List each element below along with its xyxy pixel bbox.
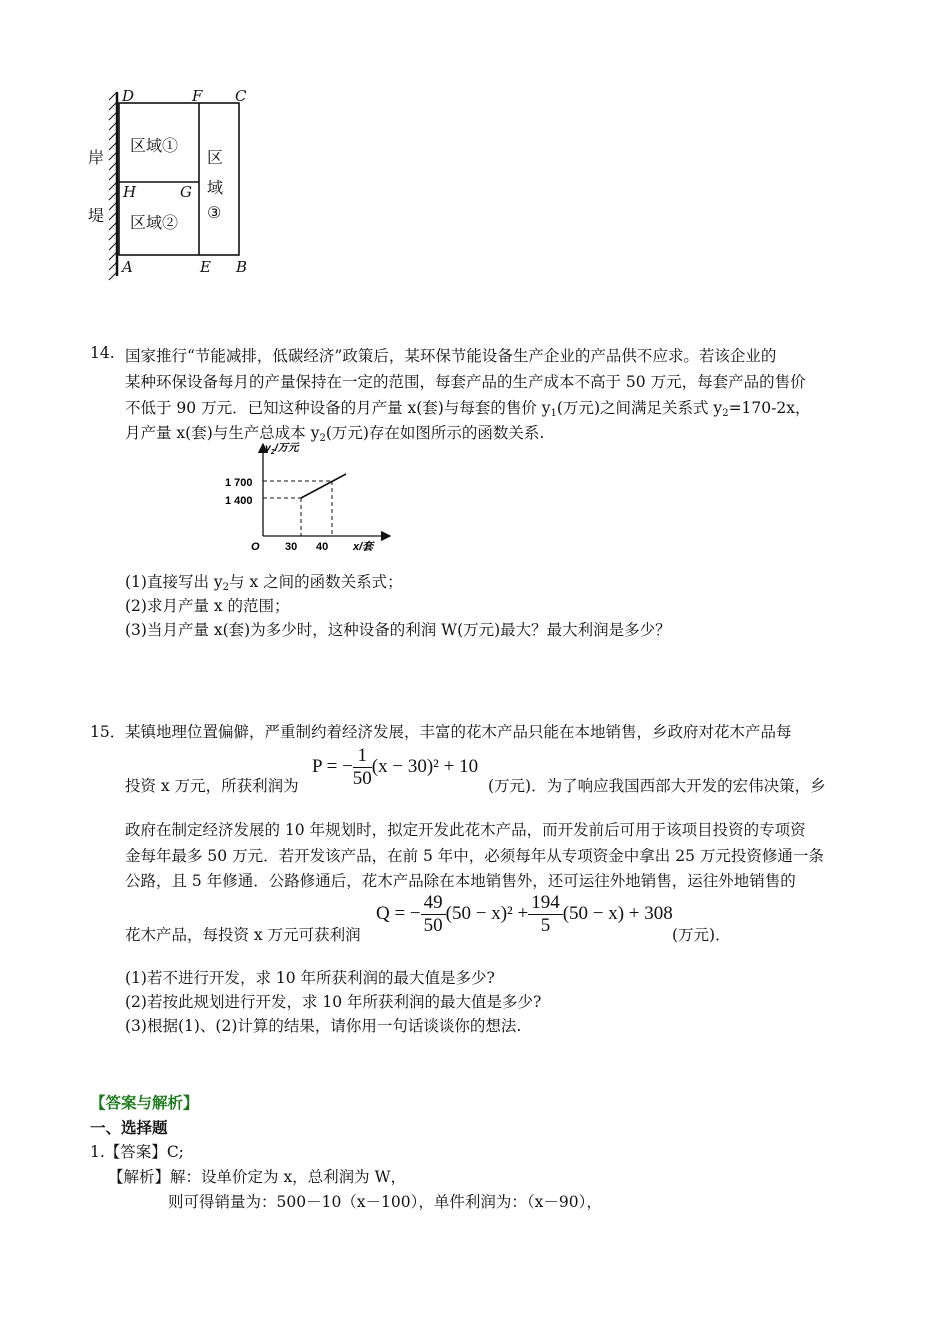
formula-q-mid: (50 − x)² + xyxy=(445,902,529,924)
formula-q-num-2: 194 xyxy=(528,892,563,915)
q15-line-5: 公路，且 5 年修通．公路修通后，花木产品除在本地销售外，还可运往外地销售，运往外地销售的 xyxy=(125,872,796,890)
x-tick-40: 40 xyxy=(316,541,329,553)
formula-q xyxy=(376,892,673,937)
label-F: F xyxy=(192,87,203,105)
label-G: G xyxy=(180,183,192,201)
y-axis-label: $y_2/$万元 xyxy=(265,442,299,456)
q15-line-6b: (万元)． xyxy=(672,926,731,944)
q14-sub-2: 2 xyxy=(722,408,729,419)
q14-line-1: 国家推行“节能减排，低碳经济”政策后，某环保节能设备生产企业的产品供不应求。若该企业的 xyxy=(125,347,777,365)
answer-1-prefix: 1. xyxy=(90,1143,105,1161)
formula-q-num-1: 49 xyxy=(421,892,446,915)
q14-line-4-start: 月产量 x(套)与生产总成本 y xyxy=(125,424,320,442)
q15-line-4: 金每年最多 50 万元．若开发该产品，在前 5 年中，必须每年从专项资金中拿出 25 万元投资修通一条 xyxy=(125,847,824,865)
cost-series-line xyxy=(301,474,346,498)
q14-sub-1: 1 xyxy=(550,408,557,419)
q14-number: 14. xyxy=(90,344,115,362)
formula-p-rest: (x − 30)² + 10 xyxy=(371,755,479,777)
y-tick-1700: 1 700 xyxy=(225,477,253,489)
q15-part-1: (1)若不进行开发，求 10 年所获利润的最大值是多少? xyxy=(125,969,495,987)
q14-part-1-start: (1)直接写出 y xyxy=(125,573,223,591)
q15-line-2b: (万元)．为了响应我国西部大开发的宏伟决策，乡 xyxy=(488,777,826,795)
label-A: A xyxy=(122,258,133,276)
formula-p-num: 1 xyxy=(353,745,372,768)
q14-part-1 xyxy=(125,570,403,593)
bank-char-2: 堤 xyxy=(88,206,105,225)
label-E: E xyxy=(200,258,211,276)
answer-1-value: C; xyxy=(166,1143,184,1161)
q15-number: 15． xyxy=(90,723,126,741)
q15-part-2: (2)若按此规划进行开发，求 10 年所获利润的最大值是多少? xyxy=(125,993,542,1011)
answer-1 xyxy=(90,1140,184,1162)
section-heading: 一、选择题 xyxy=(90,1118,168,1137)
q14-part-3: (3)当月产量 x(套)为多少时，这种设备的利润 W(万元)最大？最大利润是多少？ xyxy=(125,621,671,639)
bank-char-1: 岸 xyxy=(88,148,105,167)
region-3-char-3: ③ xyxy=(207,203,222,222)
answers-heading: 【答案与解析】 xyxy=(90,1093,199,1112)
q15-line-6a: 花木产品，每投资 x 万元可获利润 xyxy=(125,926,361,944)
formula-p-frac xyxy=(353,745,372,790)
region-3-char-1: 区 xyxy=(207,148,224,167)
label-H: H xyxy=(123,183,137,201)
formula-q-frac-2 xyxy=(528,892,563,937)
formula-q-den-1: 50 xyxy=(423,915,443,936)
q15-line-2a: 投资 x 万元，所获利润为 xyxy=(125,777,299,795)
formula-p xyxy=(312,745,478,790)
x-tick-30: 30 xyxy=(285,541,298,553)
y-tick-1400: 1 400 xyxy=(225,495,253,507)
q14-part-2: (2)求月产量 x 的范围； xyxy=(125,597,290,615)
region-3-char-2: 域 xyxy=(207,178,224,197)
formula-p-lhs: P = − xyxy=(312,755,353,777)
q14-line-2: 某种环保设备每月的产量保持在一定的范围，每套产品的生产成本不高于 50 万元，每套产品的售价 xyxy=(125,373,806,391)
formula-q-frac-1 xyxy=(421,892,446,937)
q15-line-3: 政府在制定经济发展的 10 年规划时，拟定开发此花木产品，而开发前后可用于该项目投资的专项资 xyxy=(125,821,806,839)
label-D: D xyxy=(122,87,135,105)
region-2-label: 区域② xyxy=(130,213,179,232)
label-C: C xyxy=(235,87,247,105)
analysis-1-text: 解：设单价定为 x，总利润为 W， xyxy=(170,1168,407,1186)
q14-part-1-sub: 2 xyxy=(222,582,230,593)
answer-1-tag: 【答案】 xyxy=(104,1143,167,1161)
analysis-1-tag: 【解析】 xyxy=(108,1168,171,1186)
formula-p-den: 50 xyxy=(352,768,372,789)
region-1-label: 区域① xyxy=(130,136,179,155)
analysis-1-line-2: 则可得销量为：500－10（x－100），单件利润为：（x－90）， xyxy=(168,1193,602,1211)
formula-q-rest: (50 − x) + 308 xyxy=(562,902,673,924)
q14-line-3-start: 不低于 90 万元．已知这种设备的月产量 x(套)与每套的售价 y xyxy=(125,399,551,417)
q14-line-3-mid: (万元)之间满足关系式 y xyxy=(556,399,723,417)
q14-line-3 xyxy=(125,396,810,419)
x-axis-label: x/套 xyxy=(353,541,374,553)
label-B: B xyxy=(236,258,248,276)
analysis-1 xyxy=(108,1165,406,1187)
q14-line-4-end: (万元)存在如图所示的函数关系. xyxy=(325,424,545,442)
q14-sub-2b: 2 xyxy=(319,433,326,444)
origin-label: O xyxy=(251,541,260,553)
cost-chart xyxy=(225,438,395,558)
q14-part-1-end: 与 x 之间的函数关系式； xyxy=(229,573,403,591)
formula-q-lhs: Q = − xyxy=(376,902,421,924)
q14-line-3-end: =170-2x， xyxy=(728,399,811,417)
q15-line-1: 某镇地理位置偏僻，严重制约着经济发展，丰富的花木产品只能在本地销售，乡政府对花木产品每 xyxy=(125,723,792,741)
q15-part-3: (3)根据(1)、(2)计算的结果，请你用一句话谈谈你的想法. xyxy=(125,1017,522,1035)
formula-q-den-2: 5 xyxy=(540,915,551,936)
